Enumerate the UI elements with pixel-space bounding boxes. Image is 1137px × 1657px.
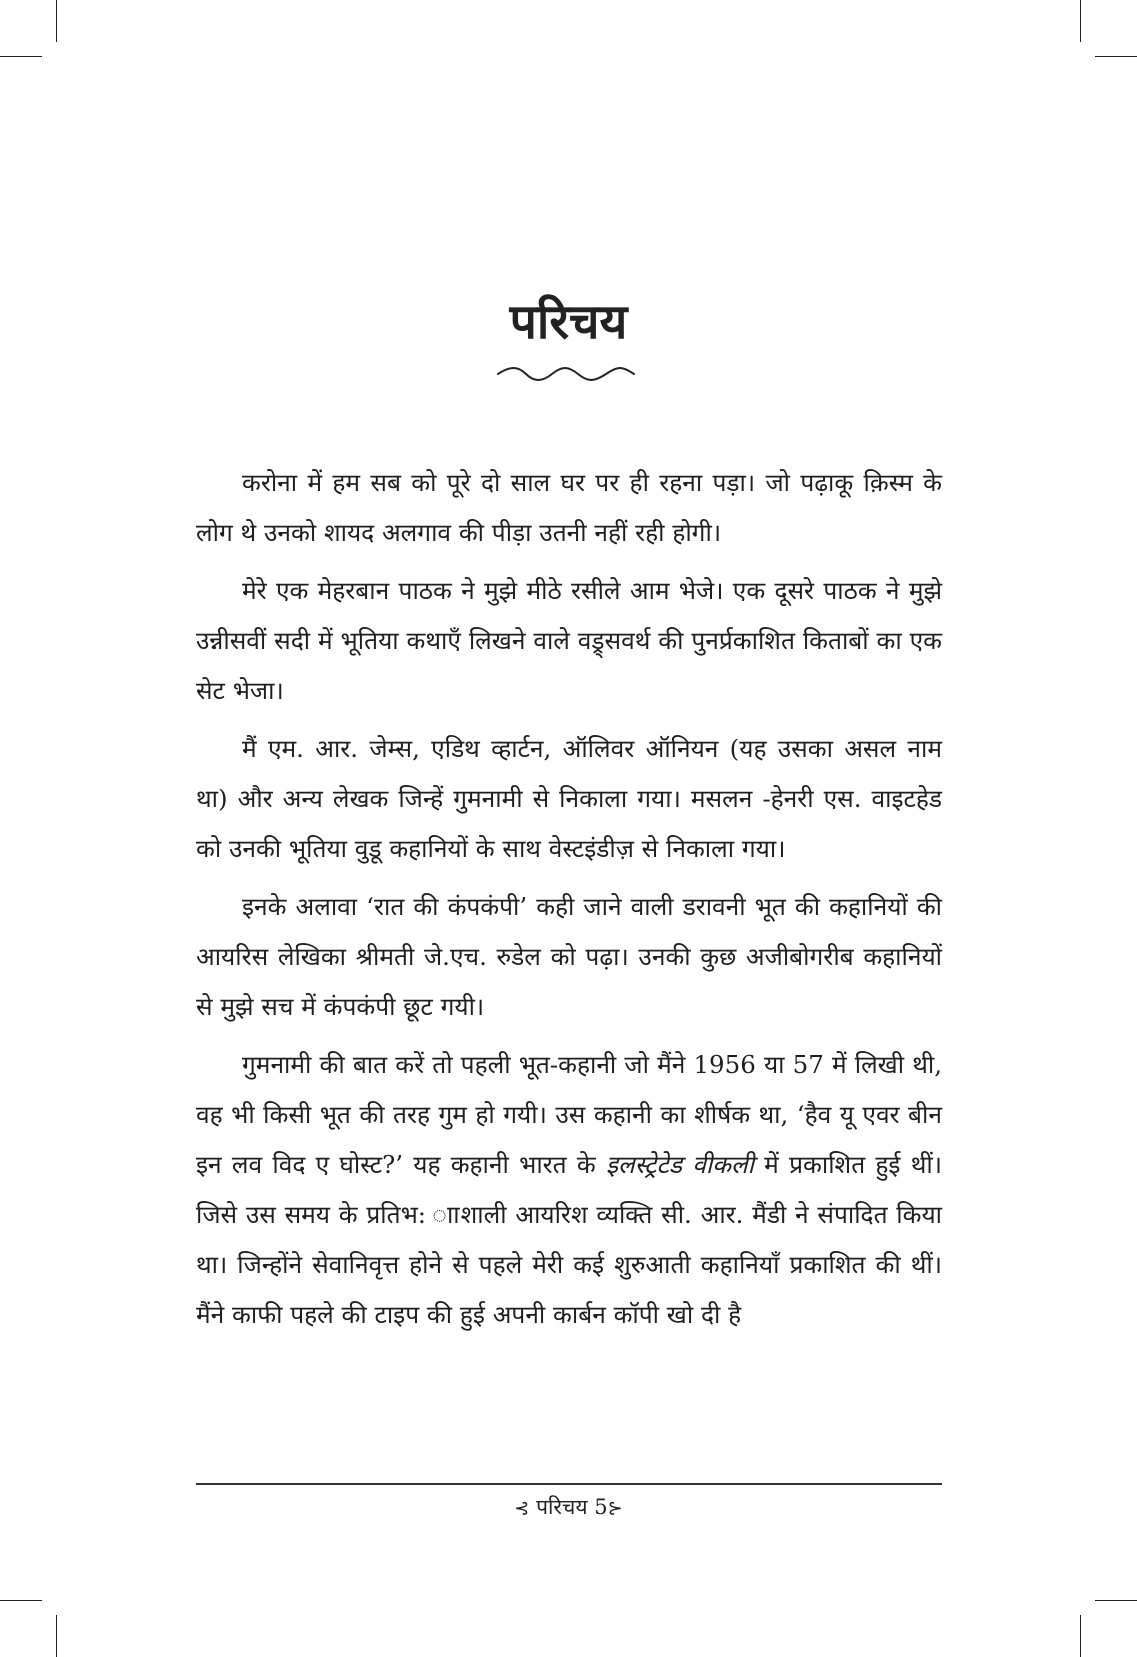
chapter-title: परिचय bbox=[509, 294, 628, 350]
crop-mark-top-left-horizontal bbox=[0, 56, 42, 57]
paragraph-4: इनके अलावा ‘रात की कंपकंपी’ कही जाने वाली डरावनी भूत की कहानियों की आयरिस लेखिका श्रीमती जे.एच. रुडेल को पढ़ा। उनकी कुछ अजीबोगरीब कहानियों से मुझे सच में कंपकंपी छूट गयी। bbox=[196, 892, 942, 1021]
crop-mark-top-right-horizontal bbox=[1095, 56, 1137, 57]
paragraph-2: मेरे एक मेहरबान पाठक ने मुझे मीठे रसीले आम भेजे। एक दूसरे पाठक ने मुझे उन्नीसवीं सदी में भूतिया कथाएँ लिखने वाले वड्र्सवर्थ की पुनर्प्रकाशित किताबों का एक सेट भेजा। bbox=[196, 576, 942, 705]
page-footer bbox=[0, 1492, 1137, 1524]
footer-left-ornament: ⊰ bbox=[514, 1498, 530, 1519]
running-footer-label: परिचय bbox=[536, 1495, 588, 1519]
crop-mark-bottom-left-vertical bbox=[56, 1615, 57, 1657]
page-number: 5 bbox=[594, 1495, 608, 1519]
body-text bbox=[196, 458, 942, 1348]
title-flourish-ornament bbox=[496, 364, 636, 382]
crop-mark-bottom-left-horizontal bbox=[0, 1600, 42, 1601]
paragraph-5 bbox=[196, 1040, 942, 1340]
paragraph-3: मैं एम. आर. जेम्स, एडिथ व्हार्टन, ऑलिवर ऑनियन (यह उसका असल नाम था) और अन्य लेखक जिन्हें गुमनामी से निकाला गया। मसलन -हेनरी एस. वाइटहेड को उनकी भूतिया वुडू कहानियों के साथ वेस्टइंडीज़ से निकाला गया। bbox=[196, 734, 942, 863]
crop-mark-bottom-right-vertical bbox=[1080, 1615, 1081, 1657]
footer-rule bbox=[196, 1483, 942, 1485]
crop-mark-bottom-right-horizontal bbox=[1095, 1600, 1137, 1601]
paragraph-1: करोना में हम सब को पूरे दो साल घर पर ही रहना पड़ा। जो पढ़ाकू क़िस्म के लोग थे उनको शायद अलगाव की पीड़ा उतनी नहीं रही होगी। bbox=[196, 468, 942, 547]
footer-right-ornament: ⊱ bbox=[607, 1498, 623, 1519]
paragraph-5-text-start: गुमनामी की बात करें तो पहली भूत-कहानी जो मैंने 1956 या 57 में लिखी थी, वह भी किसी भूत की तरह गुम हो गयी। उस कहानी का शीर्षक था, ‘हैव यू एवर बीन इन लव विद ए घोस्ट?’ यह कहानी भारत के bbox=[196, 1050, 942, 1179]
paragraph-5-text-end: में प्रकाशित हुई थीं। जिसे उस समय के प्रतिभ: ााशाली आयरिश व्यक्ति सी. आर. मैंडी ने संपादित किया था। जिन्होंने सेवानिवृत्त होने से पहले मेरी कई शुरुआती कहानियाँ प्रकाशित की थीं। मैंने काफी पहले की टाइप की हुई अपनी कार्बन कॉपी खो दी है bbox=[196, 1150, 942, 1329]
crop-mark-top-left-vertical bbox=[56, 0, 57, 42]
crop-mark-top-right-vertical bbox=[1080, 0, 1081, 42]
magazine-title-italic: इलस्ट्रेटेड वीकली bbox=[605, 1150, 754, 1179]
